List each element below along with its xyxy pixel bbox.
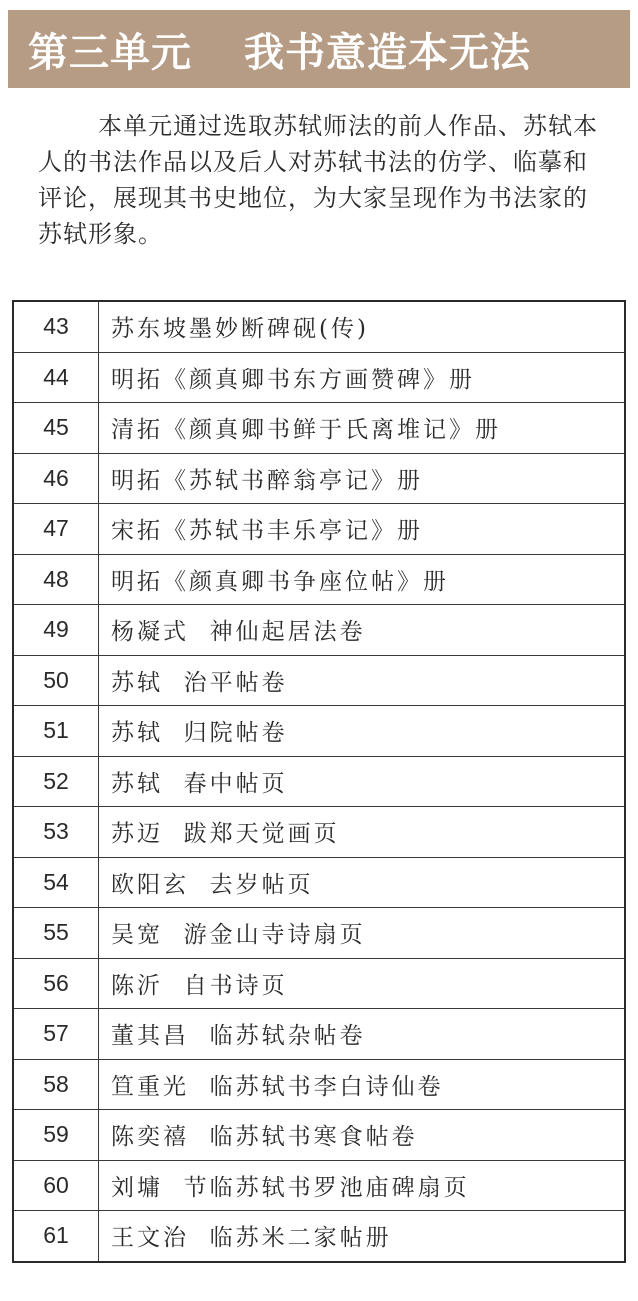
table-row [13, 605, 625, 656]
exhibit-title: 苏东坡墨妙断碑砚(传) [99, 301, 626, 352]
exhibit-title: 董其昌 临苏轼杂帖卷 [99, 1009, 626, 1060]
table-row [13, 453, 625, 504]
table-row [13, 807, 625, 858]
table-row [13, 1110, 625, 1161]
table-row [13, 1009, 625, 1060]
exhibit-number: 52 [13, 756, 99, 807]
exhibit-title: 明拓《颜真卿书东方画赞碑》册 [99, 352, 626, 403]
table-row [13, 706, 625, 757]
exhibit-title: 笪重光 临苏轼书李白诗仙卷 [99, 1059, 626, 1110]
exhibit-number: 50 [13, 655, 99, 706]
exhibit-number: 45 [13, 403, 99, 454]
table-row [13, 403, 625, 454]
table-row [13, 908, 625, 959]
exhibit-title: 吴宽 游金山寺诗扇页 [99, 908, 626, 959]
exhibit-title: 欧阳玄 去岁帖页 [99, 857, 626, 908]
exhibit-title: 苏迈 跋郑天觉画页 [99, 807, 626, 858]
exhibit-number: 53 [13, 807, 99, 858]
exhibit-number: 47 [13, 504, 99, 555]
exhibit-title: 苏轼 春中帖页 [99, 756, 626, 807]
table-row [13, 1059, 625, 1110]
unit-title: 我书意造本无法 [244, 29, 531, 76]
table-row [13, 857, 625, 908]
exhibit-number: 48 [13, 554, 99, 605]
exhibit-number: 57 [13, 1009, 99, 1060]
exhibit-number: 61 [13, 1211, 99, 1262]
exhibit-number: 60 [13, 1160, 99, 1211]
exhibit-number: 55 [13, 908, 99, 959]
exhibit-number: 59 [13, 1110, 99, 1161]
exhibit-title: 宋拓《苏轼书丰乐亭记》册 [99, 504, 626, 555]
exhibit-title: 苏轼 归院帖卷 [99, 706, 626, 757]
table-row [13, 301, 625, 352]
table-row [13, 504, 625, 555]
exhibit-title: 苏轼 治平帖卷 [99, 655, 626, 706]
table-row [13, 554, 625, 605]
unit-header-banner [8, 10, 630, 88]
table-row [13, 352, 625, 403]
exhibit-number: 51 [13, 706, 99, 757]
intro-paragraph: 本单元通过选取苏轼师法的前人作品、苏轼本人的书法作品以及后人对苏轼书法的仿学、临摹和评论，展现其书史地位，为大家呈现作为书法家的苏轼形象。 [38, 112, 598, 248]
exhibit-list-body [13, 301, 625, 1262]
table-row [13, 1211, 625, 1262]
exhibit-list-table [12, 300, 626, 1263]
exhibit-number: 54 [13, 857, 99, 908]
exhibit-title: 明拓《苏轼书醉翁亭记》册 [99, 453, 626, 504]
table-row [13, 958, 625, 1009]
exhibit-number: 56 [13, 958, 99, 1009]
exhibit-title: 陈沂 自书诗页 [99, 958, 626, 1009]
table-row [13, 756, 625, 807]
exhibit-title: 陈奕禧 临苏轼书寒食帖卷 [99, 1110, 626, 1161]
exhibit-number: 44 [13, 352, 99, 403]
exhibit-number: 43 [13, 301, 99, 352]
table-row [13, 1160, 625, 1211]
exhibit-title: 刘墉 节临苏轼书罗池庙碑扇页 [99, 1160, 626, 1211]
exhibit-title: 王文治 临苏米二家帖册 [99, 1211, 626, 1262]
exhibit-number: 58 [13, 1059, 99, 1110]
exhibit-title: 杨凝式 神仙起居法卷 [99, 605, 626, 656]
exhibit-title: 清拓《颜真卿书鲜于氏离堆记》册 [99, 403, 626, 454]
exhibit-title: 明拓《颜真卿书争座位帖》册 [99, 554, 626, 605]
exhibit-number: 46 [13, 453, 99, 504]
table-row [13, 655, 625, 706]
unit-label: 第三单元 [28, 29, 192, 76]
exhibit-number: 49 [13, 605, 99, 656]
